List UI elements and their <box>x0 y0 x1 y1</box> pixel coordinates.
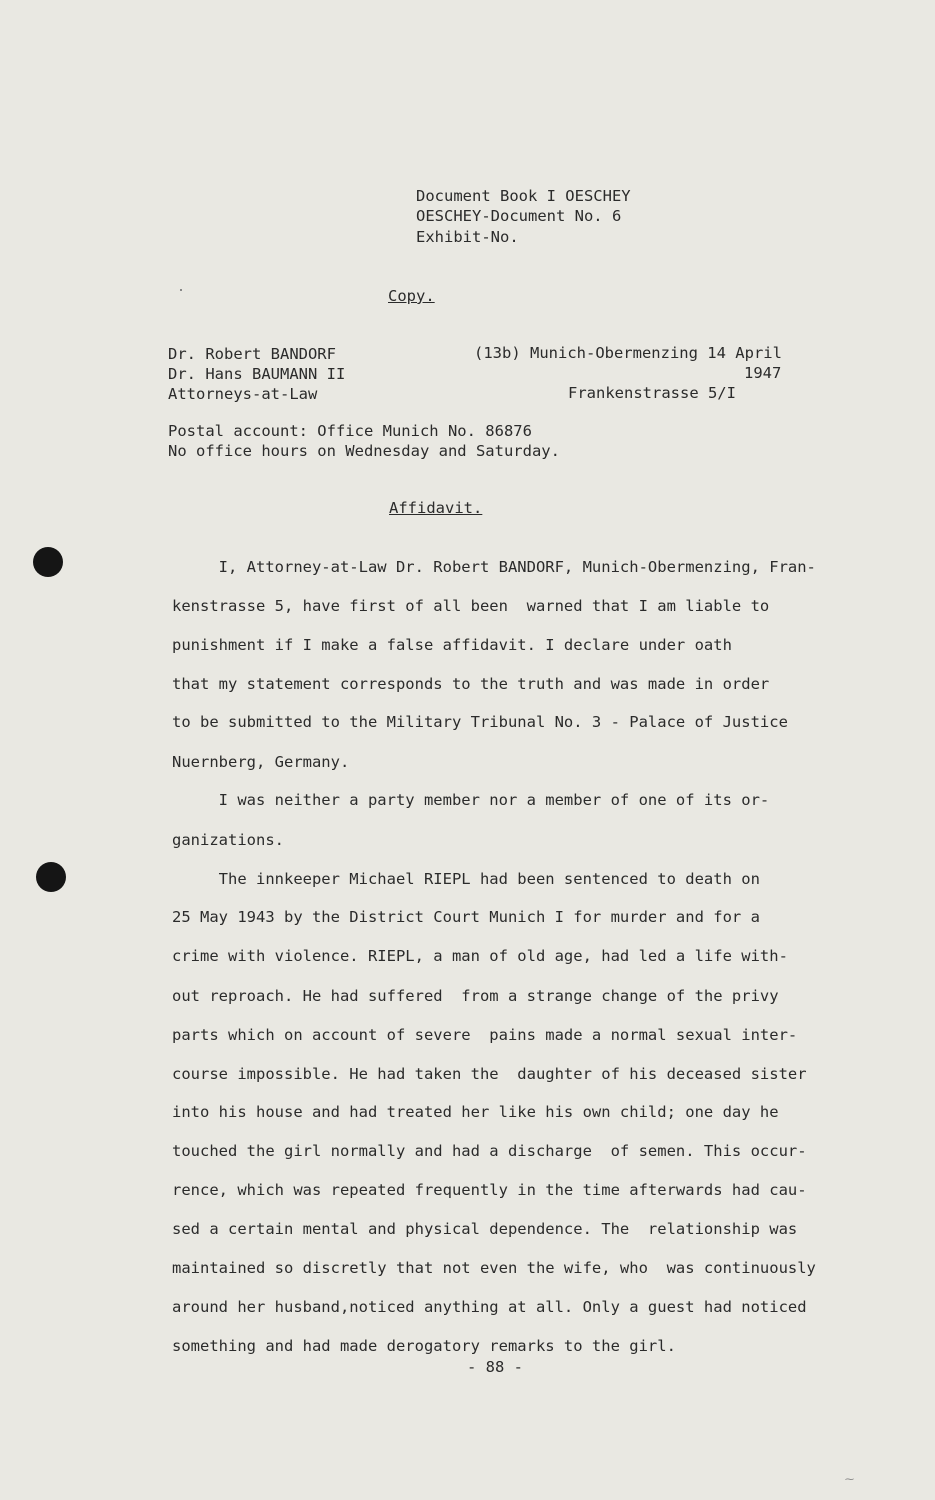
speck <box>180 289 182 291</box>
copy-label: Copy. <box>388 287 435 305</box>
office-hours: No office hours on Wednesday and Saturday. <box>168 442 560 460</box>
header-line-1: Document Book I OESCHEY <box>416 187 631 205</box>
sender-line-1: Dr. Robert BANDORF <box>168 345 336 363</box>
punch-hole-top <box>33 547 63 577</box>
body-line: rence, which was repeated frequently in the time afterwards had cau- <box>172 1181 807 1199</box>
body-line: touched the girl normally and had a discharge of semen. This occur- <box>172 1142 807 1160</box>
address-line: (13b) Munich-Obermenzing 14 April <box>474 344 782 362</box>
document-title: Affidavit. <box>389 499 483 517</box>
page-number: - 88 - <box>467 1358 523 1376</box>
body-line: The innkeeper Michael RIEPL had been sentenced to death on <box>172 870 760 888</box>
header-line-3: Exhibit-No. <box>416 228 519 246</box>
punch-hole-bottom <box>36 862 66 892</box>
body-line: around her husband,noticed anything at all. Only a guest had noticed <box>172 1298 807 1316</box>
body-line: parts which on account of severe pains made a normal sexual inter- <box>172 1026 798 1044</box>
address-year: 1947 <box>744 364 782 382</box>
body-line: 25 May 1943 by the District Court Munich I for murder and for a <box>172 908 760 926</box>
body-line: I was neither a party member nor a member of one of its or- <box>172 791 770 809</box>
body-line: maintained so discretly that not even the wife, who was continuously <box>172 1259 816 1277</box>
postal-account: Postal account: Office Munich No. 86876 <box>168 422 532 440</box>
body-line: out reproach. He had suffered from a strange change of the privy <box>172 987 779 1005</box>
corner-mark: ⁓ <box>845 1475 854 1485</box>
address-street: Frankenstrasse 5/I <box>568 384 736 402</box>
body-line: that my statement corresponds to the truth and was made in order <box>172 675 770 693</box>
sender-line-2: Dr. Hans BAUMANN II <box>168 365 346 383</box>
body-line: ganizations. <box>172 831 284 849</box>
body-line: something and had made derogatory remarks to the girl. <box>172 1337 676 1355</box>
body-line: kenstrasse 5, have first of all been warned that I am liable to <box>172 597 770 615</box>
body-line: punishment if I make a false affidavit. I declare under oath <box>172 636 732 654</box>
sender-line-3: Attorneys-at-Law <box>168 385 318 403</box>
body-line: into his house and had treated her like his own child; one day he <box>172 1103 779 1121</box>
body-line: crime with violence. RIEPL, a man of old age, had led a life with- <box>172 947 788 965</box>
body-line: sed a certain mental and physical dependence. The relationship was <box>172 1220 798 1238</box>
body-line: to be submitted to the Military Tribunal No. 3 - Palace of Justice <box>172 713 788 731</box>
body-line: course impossible. He had taken the daughter of his deceased sister <box>172 1065 807 1083</box>
body-line: Nuernberg, Germany. <box>172 753 350 771</box>
body-line: I, Attorney-at-Law Dr. Robert BANDORF, Munich-Obermenzing, Fran- <box>172 558 816 576</box>
header-line-2: OESCHEY-Document No. 6 <box>416 207 622 225</box>
